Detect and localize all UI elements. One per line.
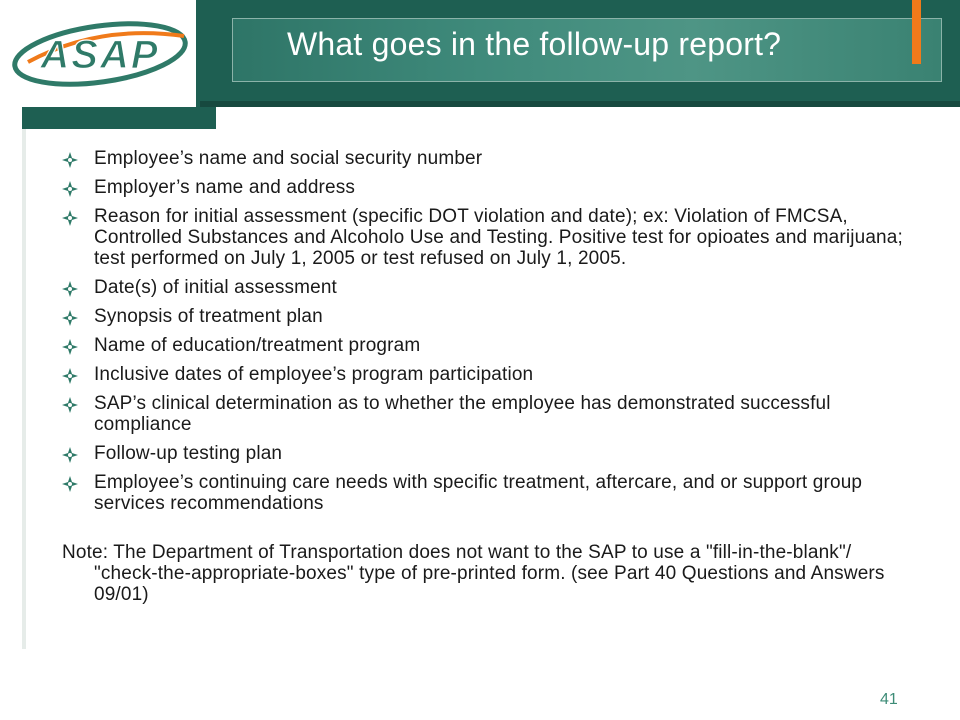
four-petal-diamond-icon [62, 281, 78, 297]
accent-bar [912, 0, 921, 64]
bullet-text: Reason for initial assessment (specific DOT violation and date); ex: Violation of FMCSA, Controlled Substances and Alcoholo Use and Testing. Positive test for opioates and marijuana; test performed on July 1, 2005 or test refused on July 1, 2005. [94, 206, 903, 269]
list-item [62, 335, 912, 356]
bullet-text: Inclusive dates of employee’s program participation [94, 364, 534, 385]
four-petal-diamond-icon [62, 368, 78, 384]
header-tab-strip [22, 107, 216, 129]
list-item [62, 177, 912, 198]
four-petal-diamond-icon [62, 476, 78, 492]
bullet-text: Follow-up testing plan [94, 443, 283, 464]
four-petal-diamond-icon [62, 339, 78, 355]
list-item [62, 393, 912, 435]
four-petal-diamond-icon [62, 210, 78, 226]
slide-title: What goes in the follow-up report? [287, 26, 782, 62]
note-text: Note: The Department of Transportation does not want to the SAP to use a "fill-in-the-blank"/ "check-the-appropriate-boxes" type of pre-printed form. (see Part 40 Questions and Answers 09/01) [62, 542, 885, 605]
list-item [62, 472, 912, 514]
four-petal-diamond-icon [62, 310, 78, 326]
list-item [62, 306, 912, 327]
list-item [62, 206, 912, 269]
list-item [62, 364, 912, 385]
slide-content [62, 148, 912, 605]
bullet-text: Employee’s continuing care needs with specific treatment, aftercare, and or support group services recommendations [94, 472, 863, 514]
asap-logo [8, 12, 194, 92]
bullet-list [62, 148, 912, 514]
bullet-text: SAP’s clinical determination as to whether the employee has demonstrated successful compliance [94, 393, 831, 435]
bullet-text: Synopsis of treatment plan [94, 306, 323, 327]
four-petal-diamond-icon [62, 152, 78, 168]
logo-text: ASAP [40, 33, 160, 77]
list-item [62, 443, 912, 464]
bullet-text: Name of education/treatment program [94, 335, 421, 356]
four-petal-diamond-icon [62, 397, 78, 413]
four-petal-diamond-icon [62, 447, 78, 463]
list-item [62, 277, 912, 298]
four-petal-diamond-icon [62, 181, 78, 197]
side-rule [22, 129, 26, 649]
page-number: 41 [880, 691, 898, 708]
bullet-text: Date(s) of initial assessment [94, 277, 337, 298]
list-item [62, 148, 912, 169]
bullet-text: Employee’s name and social security number [94, 148, 483, 169]
bullet-text: Employer’s name and address [94, 177, 356, 198]
